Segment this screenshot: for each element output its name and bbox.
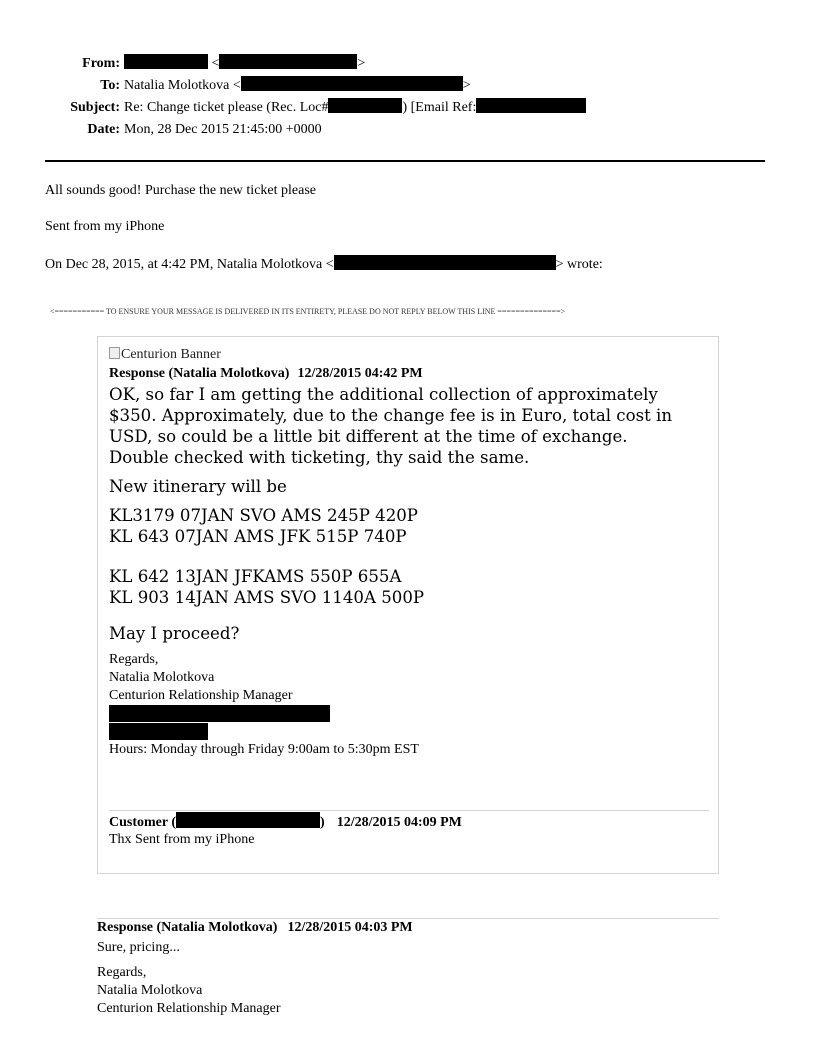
quoted-message-box xyxy=(97,336,719,874)
email-header xyxy=(0,53,816,141)
quote-suffix: > wrote: xyxy=(555,257,603,272)
response-timestamp: 12/28/2015 04:42 PM xyxy=(297,366,423,381)
signer-name: Natalia Molotkova xyxy=(109,670,215,685)
flight-line: KL 642 13JAN JFKAMS 550P 655A xyxy=(109,567,402,586)
message-line: OK, so far I am getting the additional collection of approximately xyxy=(109,385,658,404)
signer-name: Natalia Molotkova xyxy=(97,983,203,998)
subject-mid: ) [Email Ref: xyxy=(402,100,477,115)
to-label: To: xyxy=(100,78,120,93)
redacted-block xyxy=(334,255,556,270)
flight-line: KL 903 14JAN AMS SVO 1140A 500P xyxy=(109,588,425,607)
redacted-block xyxy=(109,723,208,740)
reply-separator: <=========== TO ENSURE YOUR MESSAGE IS DELIVERED IN ITS ENTIRETY, PLEASE DO NOT REPLY BELOW THIS LINE ==============> xyxy=(50,307,566,316)
redacted-block xyxy=(176,812,320,828)
centurion-banner xyxy=(109,347,221,363)
response-header xyxy=(109,366,423,382)
to-value: Natalia Molotkova < > xyxy=(124,78,471,93)
regards: Regards, xyxy=(97,965,147,980)
reply-line-1: All sounds good! Purchase the new ticket please xyxy=(45,183,316,198)
subject-row xyxy=(0,97,816,119)
subject-label: Subject: xyxy=(70,100,120,115)
to-name: Natalia Molotkova < xyxy=(124,78,241,93)
response-author: Response (Natalia Molotkova) xyxy=(97,920,278,935)
redacted-block xyxy=(124,54,208,69)
message-divider xyxy=(109,810,709,811)
redacted-block xyxy=(328,98,402,113)
redacted-block xyxy=(219,54,357,69)
redacted-block xyxy=(241,76,463,91)
customer-header xyxy=(109,812,462,831)
from-row xyxy=(0,53,816,75)
date-value: Mon, 28 Dec 2015 21:45:00 +0000 xyxy=(124,122,322,137)
office-hours: Hours: Monday through Friday 9:00am to 5:30pm EST xyxy=(109,742,419,757)
message-line: $350. Approximately, due to the change fee is in Euro, total cost in xyxy=(109,406,673,425)
response-timestamp: 12/28/2015 04:03 PM xyxy=(287,920,413,935)
customer-label: Customer ( xyxy=(109,815,177,830)
subject-value xyxy=(124,97,586,119)
proceed-question: May I proceed? xyxy=(109,624,240,643)
date-label: Date: xyxy=(87,122,120,137)
customer-close: ) xyxy=(320,815,325,830)
regards: Regards, xyxy=(109,652,159,667)
quote-attribution xyxy=(45,255,603,273)
itinerary-intro: New itinerary will be xyxy=(109,477,287,496)
banner-alt-text: Centurion Banner xyxy=(121,347,221,362)
header-divider xyxy=(45,160,765,162)
from-label: From: xyxy=(82,56,120,71)
redacted-block xyxy=(476,98,586,113)
customer-timestamp: 12/28/2015 04:09 PM xyxy=(336,815,462,830)
flight-line: KL 643 07JAN AMS JFK 515P 740P xyxy=(109,527,407,546)
flight-line: KL3179 07JAN SVO AMS 245P 420P xyxy=(109,506,418,525)
redacted-block xyxy=(109,705,330,722)
signer-title: Centurion Relationship Manager xyxy=(97,1001,281,1016)
response-header xyxy=(97,920,413,936)
quote-prefix: On Dec 28, 2015, at 4:42 PM, Natalia Molotkova < xyxy=(45,257,334,272)
message-divider xyxy=(97,918,719,919)
customer-message: Thx Sent from my iPhone xyxy=(109,832,255,847)
to-row xyxy=(0,75,816,97)
from-value: < > xyxy=(124,53,365,75)
signer-title: Centurion Relationship Manager xyxy=(109,688,293,703)
response-author: Response (Natalia Molotkova) xyxy=(109,366,290,381)
subject-prefix: Re: Change ticket please (Rec. Loc# xyxy=(124,100,329,115)
broken-image-icon xyxy=(109,347,120,359)
reply-signature: Sent from my iPhone xyxy=(45,219,165,234)
date-row xyxy=(0,119,816,141)
response-message: Sure, pricing... xyxy=(97,940,180,955)
message-line: Double checked with ticketing, thy said the same. xyxy=(109,448,530,467)
message-line: USD, so could be a little bit different at the time of exchange. xyxy=(109,427,628,446)
